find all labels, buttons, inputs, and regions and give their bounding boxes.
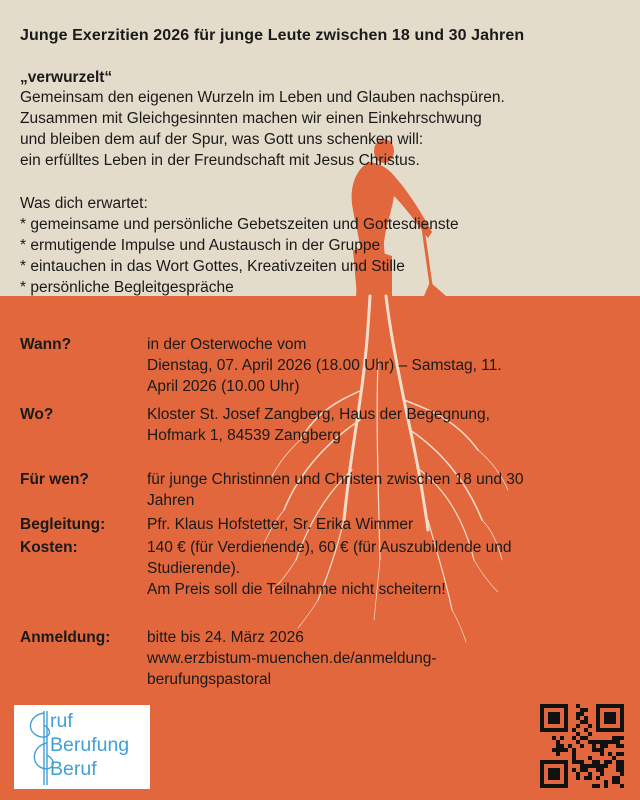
where-line: Kloster St. Josef Zangberg, Haus der Begegnung, (147, 406, 490, 423)
intro-line: Zusammen mit Gleichgesinnten machen wir einen Einkehrschwung (20, 110, 482, 127)
registration-value (147, 627, 609, 690)
when-label: Wann? (20, 336, 72, 353)
where-label: Wo? (20, 406, 54, 423)
where-value (147, 404, 609, 446)
costs-line: Studierende). (147, 560, 241, 577)
subtitle: „verwurzelt“ (20, 69, 113, 86)
expectations-list (20, 193, 459, 298)
when-line: Dienstag, 07. April 2026 (18.00 Uhr) – Samstag, 11. (147, 357, 502, 374)
for-whom-line: Jahren (147, 492, 195, 509)
intro-line: Gemeinsam den eigenen Wurzeln im Leben und Glauben nachspüren. (20, 89, 505, 106)
guidance-label: Begleitung: (20, 516, 106, 533)
when-line: in der Osterwoche vom (147, 336, 307, 353)
logo-word: Berufung (50, 734, 130, 756)
intro-line: und bleiben dem auf der Spur, was Gott uns schenken will: (20, 131, 424, 148)
list-item: * persönliche Begleitgespräche (20, 279, 234, 296)
ruf-berufung-beruf-logo (14, 705, 150, 789)
list-item: * gemeinsame und persönliche Gebetszeiten und Gottesdienste (20, 216, 459, 233)
registration-url[interactable]: www.erzbistum-muenchen.de/anmeldung- (147, 650, 437, 667)
guidance-line: Pfr. Klaus Hofstetter, Sr. Erika Wimmer (147, 516, 414, 533)
costs-line: Am Preis soll die Teilnahme nicht scheitern! (147, 581, 446, 598)
registration-url[interactable]: berufungspastoral (147, 671, 272, 688)
guidance-value (147, 514, 609, 535)
when-line: April 2026 (10.00 Uhr) (147, 378, 300, 395)
costs-label: Kosten: (20, 539, 78, 556)
logo-word: Beruf (50, 758, 97, 780)
for-whom-label: Für wen? (20, 471, 89, 488)
qr-code-graphic (540, 704, 624, 788)
list-item: * ermutigende Impulse und Austausch in der Gruppe (20, 237, 381, 254)
logo-word: ruf (50, 710, 73, 732)
costs-value (147, 537, 609, 600)
for-whom-value (147, 469, 609, 511)
list-item: * eintauchen in das Wort Gottes, Kreativzeiten und Stille (20, 258, 405, 275)
qr-code-icon[interactable] (540, 704, 624, 788)
registration-line: bitte bis 24. März 2026 (147, 629, 304, 646)
registration-label: Anmeldung: (20, 629, 111, 646)
intro-line: ein erfülltes Leben in der Freundschaft mit Jesus Christus. (20, 152, 420, 169)
costs-line: 140 € (für Verdienende), 60 € (für Auszubildende und (147, 539, 512, 556)
where-line: Hofmark 1, 84539 Zangberg (147, 427, 341, 444)
logo-text (50, 709, 129, 781)
headline: Junge Exerzitien 2026 für junge Leute zwischen 18 und 30 Jahren (20, 27, 525, 44)
expectations-heading: Was dich erwartet: (20, 195, 148, 212)
when-value (147, 334, 609, 397)
intro-text (20, 87, 505, 171)
for-whom-line: für junge Christinnen und Christen zwischen 18 und 30 (147, 471, 524, 488)
